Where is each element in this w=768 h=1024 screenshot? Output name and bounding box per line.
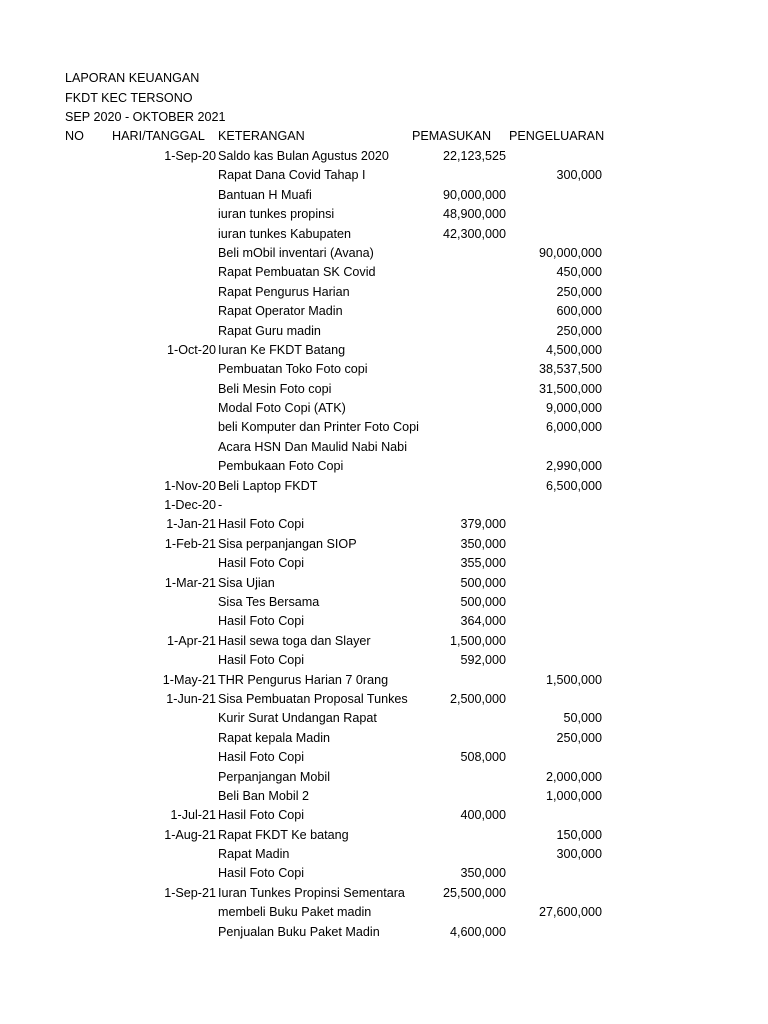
income-cell: 22,123,525	[442, 149, 506, 163]
transaction-table	[0, 150, 768, 945]
description-cell: Iuran Tunkes Propinsi Sementara	[218, 885, 405, 900]
expense-cell: 1,000,000	[545, 788, 602, 803]
description-cell: iuran tunkes propinsi	[218, 207, 335, 222]
table-row	[0, 867, 768, 886]
income-cell: 42,300,000	[442, 226, 506, 241]
income-cell: 379,000	[460, 517, 506, 532]
description-cell: Hasil Foto Copi	[218, 517, 305, 532]
table-row	[0, 325, 768, 344]
table-row	[0, 751, 768, 770]
header-description: KETERANGAN	[218, 129, 305, 143]
date-cell: 1-Jun-21	[166, 691, 216, 706]
date-cell: 1-Aug-21	[164, 827, 216, 842]
table-row	[0, 286, 768, 305]
description-cell: Pembukaan Foto Copi	[218, 459, 344, 474]
date-cell: 1-Jan-21	[166, 517, 216, 532]
description-cell: Hasil Foto Copi	[218, 653, 305, 668]
description-cell: Pembuatan Toko Foto copi	[218, 362, 368, 377]
expense-cell: 600,000	[556, 304, 602, 319]
description-cell: Sisa Ujian	[218, 575, 275, 590]
expense-cell: 31,500,000	[538, 381, 602, 396]
table-row	[0, 247, 768, 266]
table-row	[0, 712, 768, 731]
date-cell: 1-May-21	[162, 672, 216, 687]
date-cell: 1-Sep-21	[164, 885, 216, 900]
table-row	[0, 441, 768, 460]
table-row	[0, 363, 768, 382]
table-row	[0, 208, 768, 227]
expense-cell: 9,000,000	[545, 401, 602, 416]
date-cell: 1-Sep-20	[164, 149, 216, 163]
income-cell: 25,500,000	[442, 885, 506, 900]
table-row	[0, 480, 768, 499]
income-cell: 508,000	[460, 750, 506, 765]
description-cell: Hasil sewa toga dan Slayer	[218, 633, 371, 648]
description-cell: Modal Foto Copi (ATK)	[218, 401, 346, 416]
description-cell: Bantuan H Muafi	[218, 187, 312, 202]
expense-cell: 6,500,000	[545, 478, 602, 493]
header-expense: PENGELUARAN	[509, 129, 605, 143]
income-cell: 355,000	[460, 556, 506, 571]
table-row	[0, 460, 768, 479]
description-cell: iuran tunkes Kabupaten	[218, 226, 352, 241]
description-cell: Sisa Tes Bersama	[218, 594, 320, 609]
description-cell: Rapat FKDT Ke batang	[218, 827, 349, 842]
income-cell: 592,000	[460, 653, 506, 668]
description-cell: Rapat Madin	[218, 847, 290, 862]
description-cell: Beli Mesin Foto copi	[218, 381, 332, 396]
table-row	[0, 266, 768, 285]
income-cell: 90,000,000	[442, 187, 506, 202]
description-cell: Hasil Foto Copi	[218, 808, 305, 823]
income-cell: 1,500,000	[449, 633, 506, 648]
description-cell: Rapat kepala Madin	[218, 730, 331, 745]
description-cell: Beli Laptop FKDT	[218, 478, 318, 493]
expense-cell: 6,000,000	[545, 420, 602, 435]
table-row	[0, 654, 768, 673]
expense-cell: 250,000	[556, 730, 602, 745]
date-cell: 1-Oct-20	[167, 342, 216, 357]
header-date: HARI/TANGGAL	[112, 129, 205, 143]
description-cell: Hasil Foto Copi	[218, 556, 305, 571]
description-cell: THR Pengurus Harian 7 0rang	[218, 672, 389, 687]
expense-cell: 2,000,000	[545, 769, 602, 784]
description-cell: Acara HSN Dan Maulid Nabi Nabi	[218, 439, 407, 454]
table-row	[0, 887, 768, 906]
date-cell: 1-Dec-20	[164, 498, 216, 513]
description-cell: Perpanjangan Mobil	[218, 769, 331, 784]
table-row	[0, 169, 768, 188]
income-cell: 2,500,000	[449, 691, 506, 706]
description-cell: Rapat Pengurus Harian	[218, 284, 350, 299]
expense-cell: 250,000	[556, 323, 602, 338]
income-cell: 4,600,000	[449, 924, 506, 939]
date-cell: 1-Apr-21	[167, 633, 216, 648]
income-cell: 350,000	[460, 536, 506, 551]
description-cell: Rapat Operator Madin	[218, 304, 343, 319]
table-row	[0, 848, 768, 867]
expense-cell: 150,000	[556, 827, 602, 842]
table-row	[0, 538, 768, 557]
expense-cell: 4,500,000	[545, 342, 602, 357]
organization-name: FKDT KEC TERSONO	[65, 91, 193, 105]
income-cell: 500,000	[460, 575, 506, 590]
table-row	[0, 189, 768, 208]
description-cell: Kurir Surat Undangan Rapat	[218, 711, 377, 726]
report-period: SEP 2020 - OKTOBER 2021	[65, 110, 226, 124]
date-cell: 1-Mar-21	[164, 575, 216, 590]
expense-cell: 2,990,000	[545, 459, 602, 474]
description-cell: Rapat Guru madin	[218, 323, 321, 338]
table-row	[0, 150, 768, 169]
description-cell: Hasil Foto Copi	[218, 750, 305, 765]
table-row	[0, 732, 768, 751]
table-row	[0, 344, 768, 363]
description-cell: beli Komputer dan Printer Foto Copi	[218, 420, 419, 435]
table-row	[0, 499, 768, 518]
report-title: LAPORAN KEUANGAN	[65, 71, 200, 85]
table-row	[0, 305, 768, 324]
expense-cell: 50,000	[563, 711, 602, 726]
table-row	[0, 771, 768, 790]
table-row	[0, 596, 768, 615]
income-cell: 364,000	[460, 614, 506, 629]
description-cell: Hasil Foto Copi	[218, 866, 305, 881]
table-row	[0, 383, 768, 402]
table-row	[0, 674, 768, 693]
expense-cell: 250,000	[556, 284, 602, 299]
date-cell: 1-Nov-20	[164, 478, 216, 493]
description-cell: membeli Buku Paket madin	[218, 905, 372, 920]
description-cell: Saldo kas Bulan Agustus 2020	[218, 149, 389, 163]
table-row	[0, 615, 768, 634]
table-row	[0, 906, 768, 925]
expense-cell: 27,600,000	[538, 905, 602, 920]
table-row	[0, 402, 768, 421]
table-row	[0, 829, 768, 848]
date-cell: 1-Jul-21	[170, 808, 216, 823]
description-cell: Sisa perpanjangan SIOP	[218, 536, 357, 551]
income-cell: 350,000	[460, 866, 506, 881]
table-row	[0, 228, 768, 247]
table-row	[0, 577, 768, 596]
table-row	[0, 809, 768, 828]
table-row	[0, 693, 768, 712]
header-income: PEMASUKAN	[412, 129, 492, 143]
income-cell: 500,000	[460, 594, 506, 609]
description-cell: -	[218, 498, 223, 513]
description-cell: Hasil Foto Copi	[218, 614, 305, 629]
expense-cell: 1,500,000	[545, 672, 602, 687]
header-no: NO	[65, 129, 84, 143]
table-row	[0, 518, 768, 537]
description-cell: Iuran Ke FKDT Batang	[218, 342, 346, 357]
description-cell: Beli Ban Mobil 2	[218, 788, 310, 803]
description-cell: Beli mObil inventari (Avana)	[218, 245, 374, 260]
table-row	[0, 926, 768, 945]
description-cell: Penjualan Buku Paket Madin	[218, 924, 380, 939]
income-cell: 400,000	[460, 808, 506, 823]
expense-cell: 38,537,500	[538, 362, 602, 377]
table-row	[0, 421, 768, 440]
expense-cell: 300,000	[556, 168, 602, 183]
expense-cell: 300,000	[556, 847, 602, 862]
income-cell: 48,900,000	[442, 207, 506, 222]
expense-cell: 450,000	[556, 265, 602, 280]
table-row	[0, 790, 768, 809]
table-row	[0, 635, 768, 654]
description-cell: Rapat Pembuatan SK Covid	[218, 265, 376, 280]
expense-cell: 90,000,000	[538, 245, 602, 260]
description-cell: Sisa Pembuatan Proposal Tunkes	[218, 691, 408, 706]
date-cell: 1-Feb-21	[164, 536, 216, 551]
table-row	[0, 557, 768, 576]
description-cell: Rapat Dana Covid Tahap I	[218, 168, 366, 183]
